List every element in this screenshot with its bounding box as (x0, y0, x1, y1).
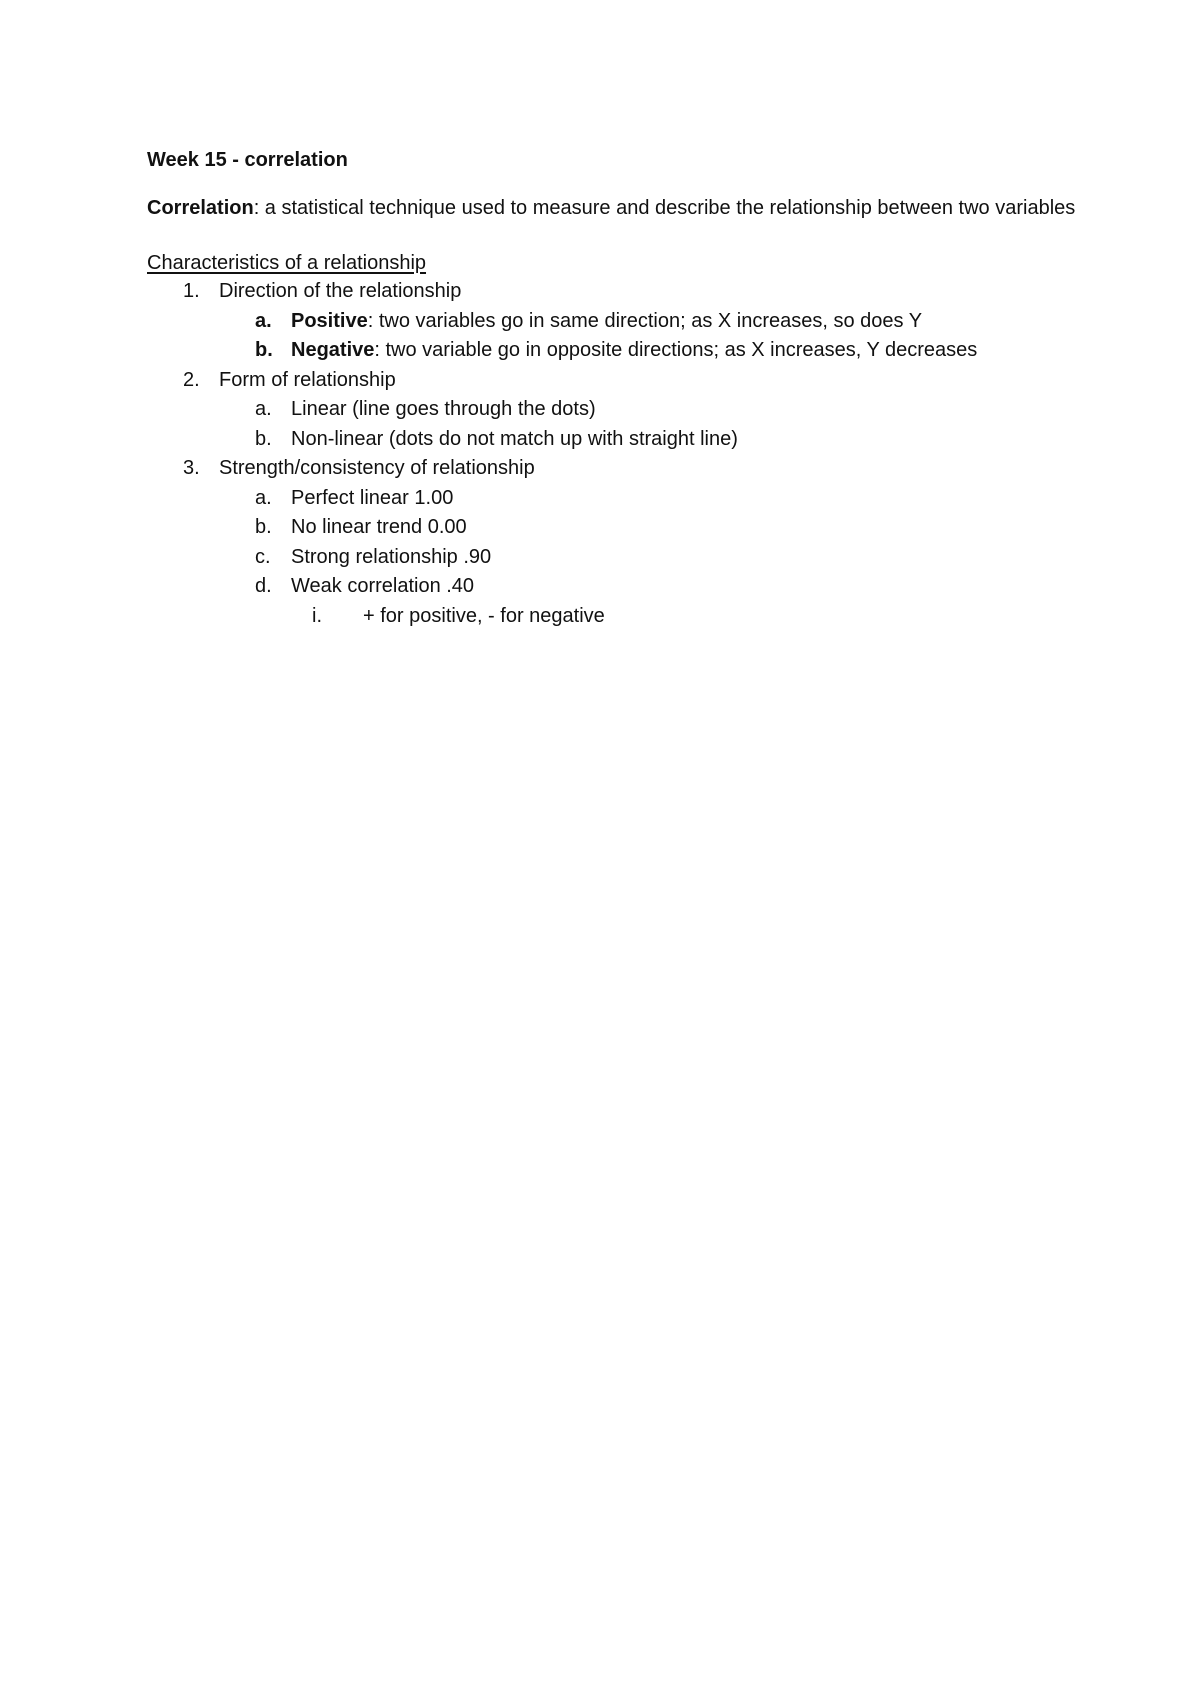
list-subitem (147, 484, 1077, 514)
section-heading: Characteristics of a relationship (147, 252, 427, 274)
list-number: 1. (183, 280, 200, 302)
subitem-term: Negative (291, 339, 375, 361)
list-letter: a. (255, 486, 272, 509)
definition-term: Correlation (147, 197, 254, 219)
document-title: Week 15 - correlation (147, 149, 348, 171)
subitem-description: : two variable go in opposite directions; as X increases, Y decreases (374, 339, 978, 361)
list-letter: b. (255, 339, 273, 361)
list-letter: c. (255, 545, 271, 568)
list-item (147, 366, 1077, 396)
definition-paragraph (147, 194, 1077, 223)
list-subitem (147, 572, 1077, 602)
list-subitem-text (291, 336, 977, 366)
definition-text: : a statistical technique used to measure and describe the relationship between two variables (253, 197, 1076, 219)
document-content (147, 146, 1077, 631)
list-item-text: Strength/consistency of relationship (219, 457, 535, 479)
list-subitem-text: Perfect linear 1.00 (291, 486, 454, 509)
list-number: 3. (183, 457, 200, 479)
list-subitem-text: Non-linear (dots do not match up with straight line) (291, 427, 738, 450)
list-subitem-text: Weak correlation .40 (291, 575, 475, 597)
list-roman: i. (312, 604, 322, 627)
list-subitem (147, 307, 1077, 337)
list-item-text: Form of relationship (219, 368, 396, 391)
list-subitem-text: No linear trend 0.00 (291, 516, 467, 538)
list-subitem (147, 513, 1077, 543)
list-letter: a. (255, 398, 272, 420)
list-item (147, 277, 1077, 307)
list-letter: b. (255, 516, 272, 538)
list-number: 2. (183, 368, 200, 391)
list-letter: b. (255, 427, 272, 450)
list-subitem-text (291, 307, 922, 337)
subitem-term: Positive (291, 309, 368, 332)
list-subitem (147, 336, 1077, 366)
list-subitem (147, 543, 1077, 573)
list-subsubitem-text: + for positive, - for negative (363, 604, 605, 627)
subitem-description: : two variables go in same direction; as X increases, so does Y (367, 309, 923, 332)
list-item-text: Direction of the relationship (219, 280, 462, 302)
list-subitem (147, 395, 1077, 425)
list-item (147, 454, 1077, 484)
list-subitem (147, 425, 1077, 455)
list-subsubitem (147, 602, 1077, 632)
list-letter: d. (255, 575, 272, 597)
list-subitem-text: Linear (line goes through the dots) (291, 398, 596, 420)
list-letter: a. (255, 309, 272, 332)
characteristics-list (147, 277, 1077, 631)
list-subitem-text: Strong relationship .90 (291, 545, 492, 568)
